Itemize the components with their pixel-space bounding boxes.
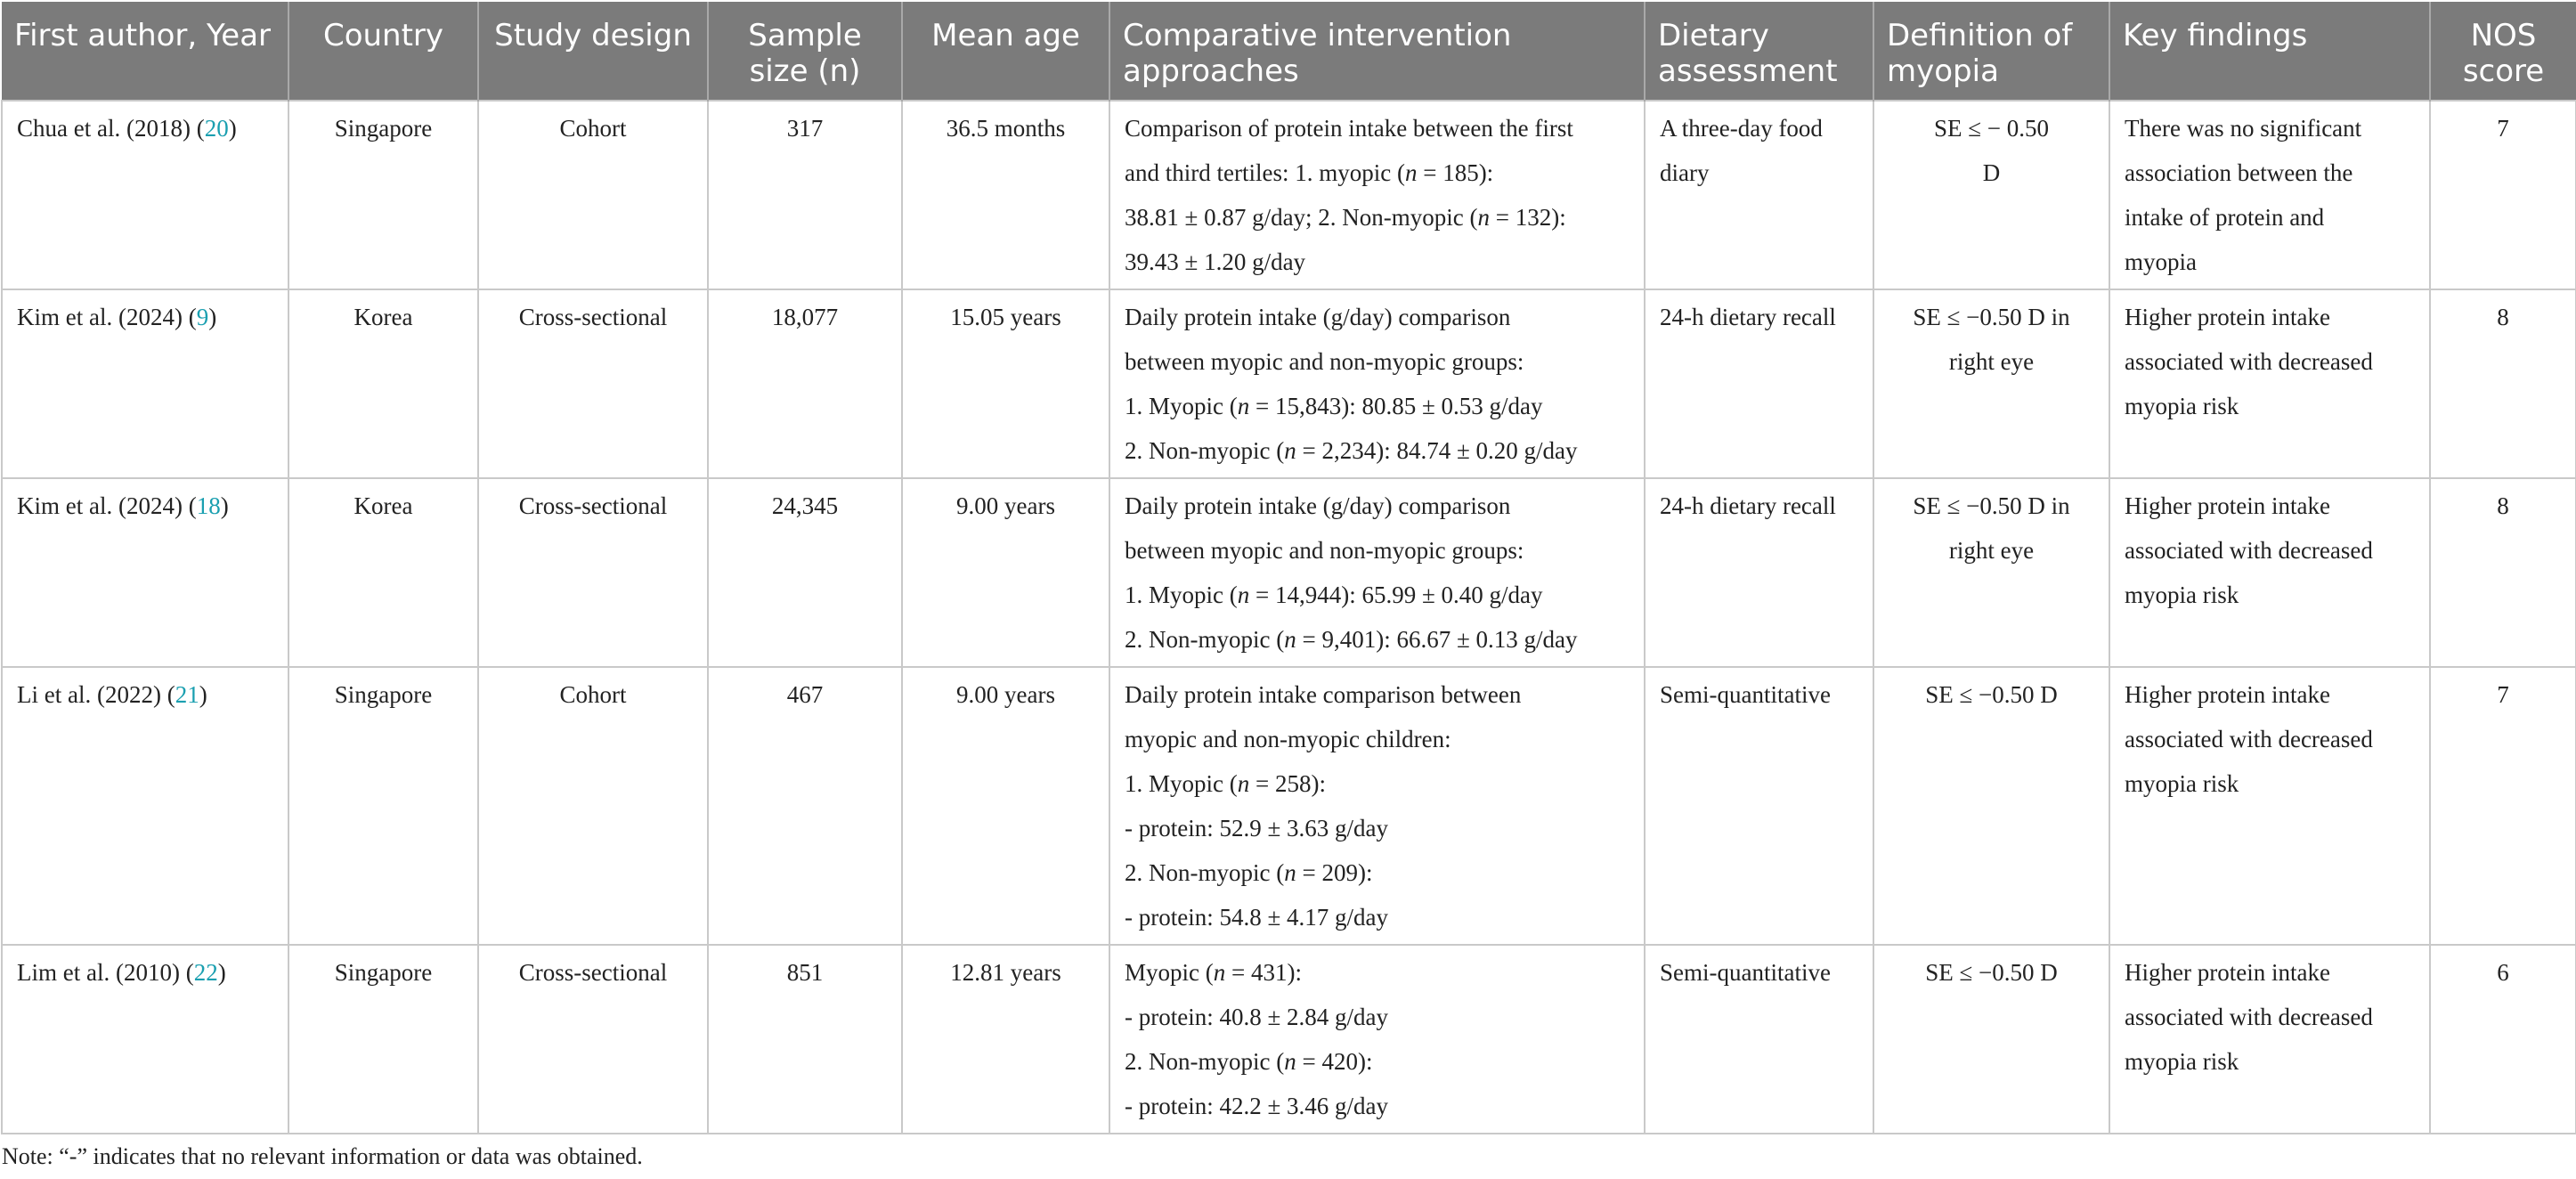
- table-footnote: Note: “-” indicates that no relevant information or data was obtained.: [2, 1143, 643, 1169]
- definition-line: SE ≤ −0.50 D in: [1913, 492, 2070, 519]
- intervention-line: myopic and non-myopic children:: [1125, 726, 1451, 752]
- definition-line: SE ≤ −0.50 D in: [1913, 304, 2070, 330]
- cell-myopia-definition: [1873, 945, 2109, 1134]
- table-header-row: [2, 2, 2576, 101]
- cell-dietary-assessment: [1645, 667, 1873, 945]
- intervention-line: 2. Non-myopic (n = 9,401): 66.67 ± 0.13 g/day: [1125, 626, 1578, 653]
- cell-intervention: [1109, 945, 1645, 1134]
- col-header-nos-score: NOS score: [2430, 2, 2576, 101]
- reference-link[interactable]: 21: [175, 681, 199, 708]
- findings-line: Higher protein intake: [2125, 304, 2330, 330]
- cell-author: [2, 289, 288, 478]
- cell-study-design: Cohort: [478, 101, 708, 289]
- cell-key-findings: [2109, 945, 2430, 1134]
- cell-country: Singapore: [288, 945, 478, 1134]
- cell-myopia-definition: [1873, 289, 2109, 478]
- col-header-dietary-assessment: Dietary assessment: [1645, 2, 1873, 101]
- intervention-line: - protein: 40.8 ± 2.84 g/day: [1125, 1004, 1389, 1030]
- reference-link[interactable]: 18: [196, 492, 221, 519]
- table-row: [2, 478, 2576, 667]
- intervention-line: 39.43 ± 1.20 g/day: [1125, 248, 1306, 275]
- intervention-line: 38.81 ± 0.87 g/day; 2. Non-myopic (n = 132):: [1125, 204, 1566, 231]
- intervention-line: and third tertiles: 1. myopic (n = 185):: [1125, 159, 1494, 186]
- cell-dietary-assessment: [1645, 478, 1873, 667]
- cell-myopia-definition: [1873, 667, 2109, 945]
- intervention-line: between myopic and non-myopic groups:: [1125, 348, 1524, 375]
- findings-line: Higher protein intake: [2125, 492, 2330, 519]
- findings-line: myopia risk: [2125, 770, 2239, 797]
- assessment-line: A three-day food: [1660, 115, 1823, 142]
- cell-intervention: [1109, 478, 1645, 667]
- cell-intervention: [1109, 289, 1645, 478]
- findings-line: association between the: [2125, 159, 2353, 186]
- reference-link[interactable]: 22: [193, 959, 218, 986]
- cell-mean-age: 9.00 years: [902, 667, 1109, 945]
- author-text: Lim et al. (2010) (: [17, 959, 194, 986]
- cell-sample-size: 18,077: [708, 289, 902, 478]
- table-row: [2, 667, 2576, 945]
- col-header-study-design: Study design: [478, 2, 708, 101]
- cell-key-findings: [2109, 478, 2430, 667]
- author-text: Kim et al. (2024) (: [17, 492, 197, 519]
- cell-mean-age: 15.05 years: [902, 289, 1109, 478]
- definition-line: right eye: [1948, 348, 2035, 375]
- col-header-author: First author, Year: [2, 2, 288, 101]
- cell-mean-age: 36.5 months: [902, 101, 1109, 289]
- reference-link[interactable]: 20: [204, 115, 229, 142]
- cell-key-findings: [2109, 667, 2430, 945]
- table-row: [2, 101, 2576, 289]
- col-header-intervention: Comparative intervention approaches: [1109, 2, 1645, 101]
- col-header-country: Country: [288, 2, 478, 101]
- definition-line: right eye: [1948, 537, 2035, 564]
- author-text-end: ): [199, 681, 207, 708]
- findings-line: associated with decreased: [2125, 726, 2373, 752]
- cell-myopia-definition: [1873, 478, 2109, 667]
- cell-nos-score: 6: [2430, 945, 2576, 1134]
- cell-sample-size: 24,345: [708, 478, 902, 667]
- col-header-key-findings: Key findings: [2109, 2, 2430, 101]
- findings-line: intake of protein and: [2125, 204, 2325, 231]
- col-header-mean-age: Mean age: [902, 2, 1109, 101]
- intervention-line: 2. Non-myopic (n = 2,234): 84.74 ± 0.20 g/day: [1125, 437, 1578, 464]
- findings-line: myopia: [2125, 248, 2197, 275]
- cell-intervention: [1109, 667, 1645, 945]
- cell-nos-score: 8: [2430, 289, 2576, 478]
- cell-mean-age: 9.00 years: [902, 478, 1109, 667]
- intervention-line: 1. Myopic (n = 15,843): 80.85 ± 0.53 g/day: [1125, 393, 1543, 419]
- intervention-line: Daily protein intake comparison between: [1125, 681, 1522, 708]
- col-header-sample-size: Sample size (n): [708, 2, 902, 101]
- cell-key-findings: [2109, 101, 2430, 289]
- cell-dietary-assessment: [1645, 945, 1873, 1134]
- intervention-line: 1. Myopic (n = 258):: [1125, 770, 1326, 797]
- assessment-line: 24-h dietary recall: [1660, 492, 1836, 519]
- cell-country: Korea: [288, 289, 478, 478]
- findings-line: myopia risk: [2125, 1048, 2239, 1075]
- author-text: Kim et al. (2024) (: [17, 304, 197, 330]
- author-text-end: ): [208, 304, 217, 330]
- definition-line: SE ≤ −0.50 D: [1925, 959, 2058, 986]
- findings-line: associated with decreased: [2125, 1004, 2373, 1030]
- reference-link[interactable]: 9: [196, 304, 209, 330]
- cell-nos-score: 8: [2430, 478, 2576, 667]
- assessment-line: Semi-quantitative: [1660, 959, 1831, 986]
- table-row: [2, 289, 2576, 478]
- cell-dietary-assessment: [1645, 289, 1873, 478]
- cell-key-findings: [2109, 289, 2430, 478]
- cell-nos-score: 7: [2430, 101, 2576, 289]
- cell-nos-score: 7: [2430, 667, 2576, 945]
- author-text: Chua et al. (2018) (: [17, 115, 205, 142]
- assessment-line: Semi-quantitative: [1660, 681, 1831, 708]
- intervention-line: Myopic (n = 431):: [1125, 959, 1302, 986]
- intervention-line: - protein: 54.8 ± 4.17 g/day: [1125, 904, 1389, 931]
- cell-mean-age: 12.81 years: [902, 945, 1109, 1134]
- table-row: [2, 945, 2576, 1134]
- intervention-line: Daily protein intake (g/day) comparison: [1125, 492, 1511, 519]
- cell-author: [2, 667, 288, 945]
- intervention-line: 2. Non-myopic (n = 420):: [1125, 1048, 1373, 1075]
- assessment-line: diary: [1660, 159, 1710, 186]
- cell-country: Singapore: [288, 101, 478, 289]
- cell-country: Korea: [288, 478, 478, 667]
- intervention-line: 2. Non-myopic (n = 209):: [1125, 859, 1373, 886]
- intervention-line: Daily protein intake (g/day) comparison: [1125, 304, 1511, 330]
- definition-line: SE ≤ −0.50 D: [1925, 681, 2058, 708]
- author-text-end: ): [220, 492, 229, 519]
- intervention-line: between myopic and non-myopic groups:: [1125, 537, 1524, 564]
- cell-study-design: Cross-sectional: [478, 945, 708, 1134]
- cell-country: Singapore: [288, 667, 478, 945]
- cell-author: [2, 478, 288, 667]
- findings-line: associated with decreased: [2125, 537, 2373, 564]
- cell-sample-size: 851: [708, 945, 902, 1134]
- cell-study-design: Cohort: [478, 667, 708, 945]
- findings-line: associated with decreased: [2125, 348, 2373, 375]
- definition-line: D: [1982, 159, 2001, 186]
- findings-line: myopia risk: [2125, 581, 2239, 608]
- cell-dietary-assessment: [1645, 101, 1873, 289]
- findings-line: There was no significant: [2125, 115, 2362, 142]
- cell-sample-size: 467: [708, 667, 902, 945]
- definition-line: SE ≤ − 0.50: [1933, 115, 2050, 142]
- cell-author: [2, 101, 288, 289]
- author-text-end: ): [228, 115, 237, 142]
- col-header-myopia-definition: Definition of myopia: [1873, 2, 2109, 101]
- findings-line: myopia risk: [2125, 393, 2239, 419]
- author-text-end: ): [217, 959, 226, 986]
- intervention-line: 1. Myopic (n = 14,944): 65.99 ± 0.40 g/day: [1125, 581, 1543, 608]
- cell-study-design: Cross-sectional: [478, 478, 708, 667]
- cell-sample-size: 317: [708, 101, 902, 289]
- findings-line: Higher protein intake: [2125, 959, 2330, 986]
- cell-study-design: Cross-sectional: [478, 289, 708, 478]
- cell-myopia-definition: [1873, 101, 2109, 289]
- findings-line: Higher protein intake: [2125, 681, 2330, 708]
- intervention-line: - protein: 52.9 ± 3.63 g/day: [1125, 815, 1389, 842]
- intervention-line: Comparison of protein intake between the first: [1125, 115, 1573, 142]
- author-text: Li et al. (2022) (: [17, 681, 175, 708]
- assessment-line: 24-h dietary recall: [1660, 304, 1836, 330]
- cell-intervention: [1109, 101, 1645, 289]
- intervention-line: - protein: 42.2 ± 3.46 g/day: [1125, 1093, 1389, 1119]
- cell-author: [2, 945, 288, 1134]
- study-characteristics-table: [1, 2, 2576, 1134]
